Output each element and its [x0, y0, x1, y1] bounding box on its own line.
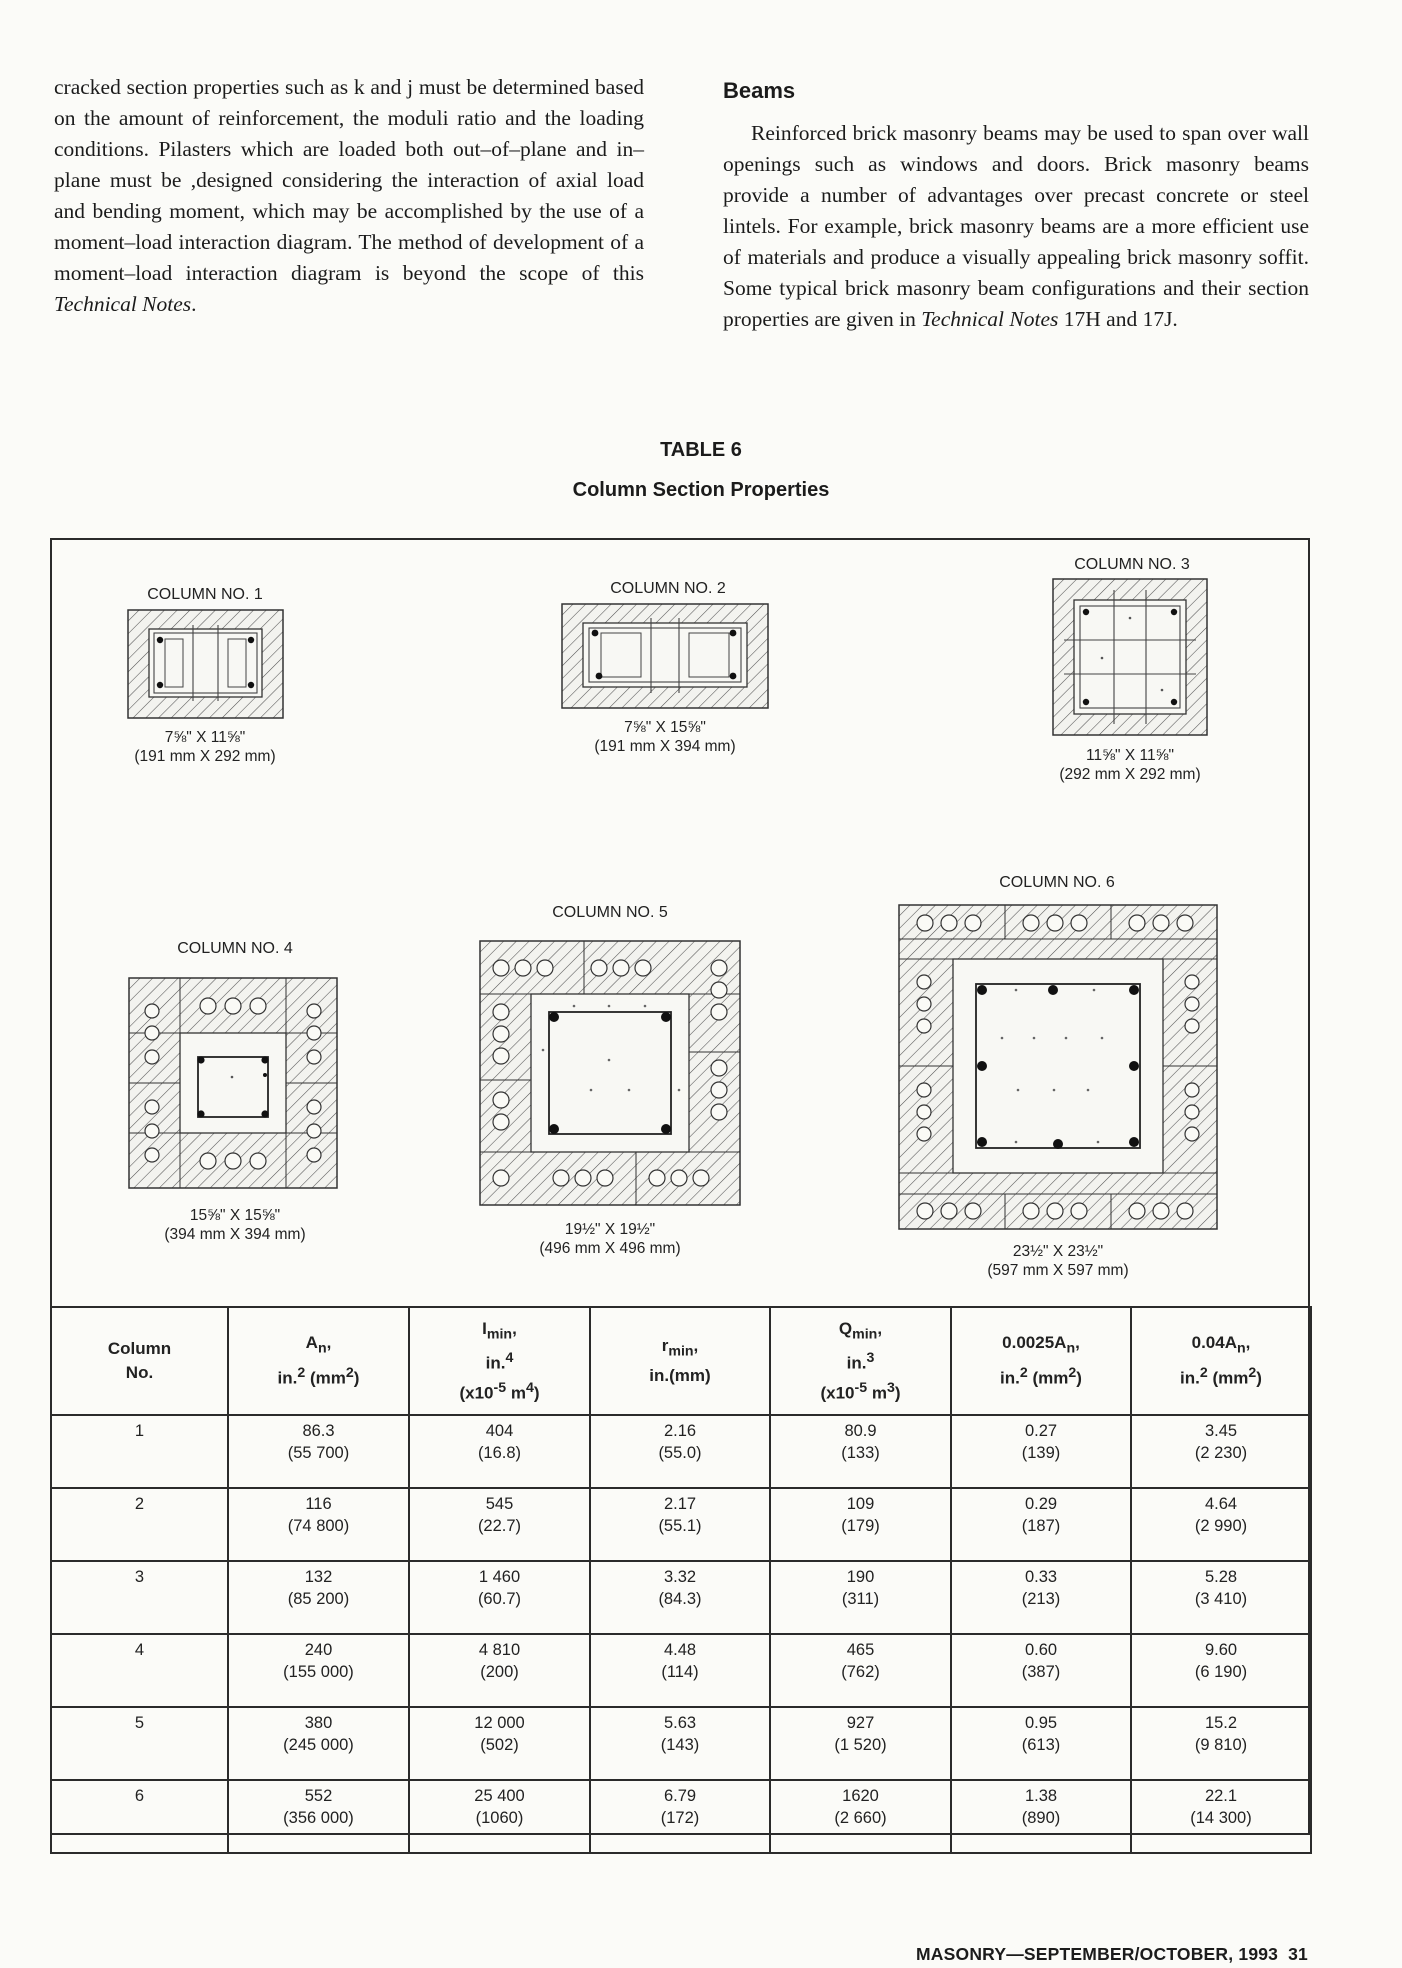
header-an-si-exp: 2	[345, 1364, 354, 1381]
cell-imin-si: (1060)	[475, 1809, 524, 1827]
header-column-no-line1: Column	[107, 1339, 172, 1358]
column-6-dimensions	[928, 1242, 1188, 1280]
header-qmin-symbol: Q	[838, 1318, 853, 1338]
cell-column-no: 6	[51, 1780, 228, 1853]
cell-004an-si: (14 300)	[1190, 1809, 1252, 1827]
column-4-section-drawing	[128, 977, 338, 1189]
cell-rmin-in: 3.32	[663, 1568, 697, 1586]
column-2-dim-mm: (191 mm X 394 mm)	[594, 738, 736, 755]
cell-an-si: (155 000)	[283, 1663, 354, 1681]
right-paragraph-text: Reinforced brick masonry beams may be used to span over wall openings such as windows and doors. Brick masonry beams provide a number of advantages over precast concrete or steel lintels. For example, brick masonry beams are a more efficient use of materials and produce a visually appealing brick masonry soffit. Some typical brick masonry beam configurations and their section properties are given in	[723, 121, 1309, 331]
header-qmin-si-exp: -5	[854, 1379, 868, 1396]
header-an-symbol: A	[305, 1333, 318, 1353]
cell-rmin-si: (172)	[660, 1809, 700, 1827]
cell-qmin	[770, 1488, 951, 1561]
column-2-section-drawing	[561, 603, 769, 709]
left-paragraph-italic: Technical Notes	[54, 292, 192, 316]
cell-qmin	[770, 1561, 951, 1634]
cell-an-in: 380	[304, 1714, 333, 1732]
table-row	[51, 1634, 1311, 1707]
column-1-dimensions	[75, 728, 335, 766]
cell-imin-in: 404	[485, 1422, 514, 1440]
table-number: TABLE 6	[660, 439, 742, 461]
right-paragraph-italic: Technical Notes	[921, 307, 1059, 331]
cell-an	[228, 1561, 409, 1634]
header-rmin-comma: ,	[693, 1336, 699, 1356]
header-004an	[1131, 1307, 1311, 1415]
cell-column-no: 2	[51, 1488, 228, 1561]
cell-004an-in: 3.45	[1204, 1422, 1238, 1440]
column-3-section-drawing	[1052, 578, 1208, 736]
cell-rmin-in: 4.48	[663, 1641, 697, 1659]
cell-qmin-in: 927	[846, 1714, 875, 1732]
cell-column-no: 3	[51, 1561, 228, 1634]
header-imin	[409, 1307, 590, 1415]
cell-0025an-si: (187)	[1021, 1517, 1061, 1535]
cell-0025an	[951, 1634, 1131, 1707]
cell-0025an	[951, 1707, 1131, 1780]
cell-an-si: (245 000)	[283, 1736, 354, 1754]
cell-an-in: 86.3	[302, 1422, 335, 1440]
column-3-dim-in: 11⅝" X 11⅝"	[1086, 747, 1174, 764]
header-column-no-line2: No.	[125, 1363, 154, 1382]
header-an-comma: ,	[326, 1333, 332, 1353]
header-qmin-comma: ,	[877, 1318, 883, 1338]
cell-an-in: 116	[305, 1495, 332, 1513]
cell-004an-si: (6 190)	[1194, 1663, 1248, 1681]
header-imin-symbol: I	[482, 1318, 487, 1338]
cell-an-si: (85 200)	[287, 1590, 350, 1608]
cell-qmin-in: 109	[846, 1495, 875, 1513]
cell-0025an-in: 0.95	[1024, 1714, 1058, 1732]
cell-004an	[1131, 1780, 1311, 1853]
cell-rmin	[590, 1488, 770, 1561]
table-row	[51, 1488, 1311, 1561]
cell-imin-in: 1 460	[478, 1568, 521, 1586]
header-imin-si: (x10	[459, 1383, 494, 1403]
cell-004an-in: 15.2	[1204, 1714, 1238, 1732]
cell-imin	[409, 1634, 590, 1707]
column-4-dim-in: 15⅝" X 15⅝"	[189, 1207, 281, 1224]
cell-imin-si: (16.8)	[477, 1444, 522, 1462]
cell-rmin-si: (143)	[660, 1736, 700, 1754]
table-row	[51, 1415, 1311, 1488]
cell-imin	[409, 1488, 590, 1561]
column-5-section-drawing	[479, 940, 741, 1206]
column-5-dimensions	[480, 1220, 740, 1258]
column-4-dim-mm: (394 mm X 394 mm)	[164, 1226, 306, 1243]
column-3-label: COLUMN NO. 3	[1074, 556, 1190, 573]
cell-an-si: (356 000)	[283, 1809, 354, 1827]
header-0025an-si: (mm	[1027, 1368, 1069, 1388]
cell-0025an	[951, 1488, 1131, 1561]
cell-0025an	[951, 1415, 1131, 1488]
cell-rmin-si: (55.1)	[658, 1517, 702, 1535]
page-number: 31	[1288, 1944, 1308, 1964]
left-paragraph	[54, 72, 644, 320]
header-004an-comma: ,	[1245, 1333, 1251, 1353]
cell-an-si: (55 700)	[287, 1444, 350, 1462]
cell-004an-si: (9 810)	[1194, 1736, 1248, 1754]
cell-004an-in: 4.64	[1204, 1495, 1238, 1513]
header-an-si: (mm	[305, 1368, 346, 1388]
cell-qmin-si: (1 520)	[834, 1736, 887, 1754]
column-2-label: COLUMN NO. 2	[610, 580, 726, 597]
cell-qmin-si: (179)	[841, 1517, 880, 1535]
cell-rmin-in: 2.17	[663, 1495, 697, 1513]
header-qmin-si: (x10	[820, 1383, 855, 1403]
cell-004an-si: (2 990)	[1194, 1517, 1248, 1535]
cell-0025an	[951, 1561, 1131, 1634]
left-paragraph-text: cracked section properties such as k and j must be determined based on the amount of reinforcement, the moduli ratio and the loading conditions. Pilasters which are loaded both out–of–plane and in–plane must be ,designed considering the interaction of axial load and bending moment, which may be accomplished by the use of a moment–load interaction diagram. The method of development of a moment–load interaction diagram is beyond the scope of this	[54, 75, 644, 285]
cell-0025an-si: (387)	[1021, 1663, 1061, 1681]
column-4-dimensions	[105, 1206, 365, 1244]
column-1-label: COLUMN NO. 1	[147, 586, 263, 603]
column-6-label: COLUMN NO. 6	[999, 874, 1115, 891]
cell-004an	[1131, 1561, 1311, 1634]
cell-an	[228, 1634, 409, 1707]
cell-0025an-in: 0.60	[1024, 1641, 1058, 1659]
cell-qmin-in: 465	[846, 1641, 875, 1659]
cell-004an-si: (3 410)	[1194, 1590, 1248, 1608]
cell-rmin	[590, 1707, 770, 1780]
header-qmin-unit: in.	[846, 1353, 867, 1373]
cell-imin-si: (200)	[480, 1663, 519, 1681]
header-004an-exp: 2	[1199, 1364, 1208, 1381]
cell-imin	[409, 1561, 590, 1634]
cell-rmin-si: (55.0)	[658, 1444, 702, 1462]
header-004an-close: )	[1256, 1368, 1262, 1388]
section-properties-table	[50, 1306, 1312, 1854]
table-row	[51, 1707, 1311, 1780]
header-qmin-si-m: m	[867, 1383, 887, 1403]
cell-0025an-in: 0.27	[1024, 1422, 1058, 1440]
cell-rmin-in: 2.16	[663, 1422, 697, 1440]
header-rmin-sub: min	[668, 1343, 694, 1360]
header-rmin	[590, 1307, 770, 1415]
cell-an	[228, 1780, 409, 1853]
header-imin-comma: ,	[512, 1318, 517, 1338]
cell-004an-in: 22.1	[1204, 1787, 1238, 1805]
cell-column-no: 1	[51, 1415, 228, 1488]
cell-imin-in: 4 810	[478, 1641, 521, 1659]
right-paragraph-end: 17H and 17J.	[1058, 307, 1178, 331]
cell-imin-in: 25 400	[474, 1787, 525, 1805]
column-5-dim-mm: (496 mm X 496 mm)	[539, 1240, 681, 1257]
cell-an-in: 132	[304, 1568, 333, 1586]
cell-qmin	[770, 1707, 951, 1780]
cell-qmin-si: (133)	[841, 1444, 880, 1462]
cell-qmin-in: 80.9	[844, 1422, 877, 1440]
cell-an-in: 552	[304, 1787, 333, 1805]
header-imin-unit: in.	[485, 1353, 506, 1373]
cell-imin-si: (60.7)	[477, 1590, 522, 1608]
header-an-sub: n	[317, 1340, 327, 1357]
table-header-row	[51, 1307, 1311, 1415]
cell-column-no: 5	[51, 1707, 228, 1780]
cell-rmin	[590, 1780, 770, 1853]
column-1-dim-mm: (191 mm X 292 mm)	[134, 748, 276, 765]
cell-rmin-si: (114)	[661, 1663, 699, 1681]
cell-0025an-si: (213)	[1021, 1590, 1061, 1608]
column-6-section-drawing	[898, 904, 1218, 1230]
column-6-dim-in: 23½" X 23½"	[1012, 1243, 1104, 1260]
header-004an-si-exp: 2	[1248, 1364, 1257, 1381]
cell-qmin	[770, 1634, 951, 1707]
cell-qmin-in: 190	[846, 1568, 875, 1586]
left-paragraph-end: .	[191, 292, 197, 316]
cell-0025an-si: (890)	[1021, 1809, 1061, 1827]
column-6-dim-mm: (597 mm X 597 mm)	[987, 1262, 1129, 1279]
cell-rmin	[590, 1415, 770, 1488]
cell-rmin	[590, 1634, 770, 1707]
header-imin-sub: min	[486, 1326, 513, 1343]
header-0025an-si-exp: 2	[1068, 1364, 1077, 1381]
cell-qmin-si: (762)	[841, 1663, 880, 1681]
cell-004an	[1131, 1415, 1311, 1488]
header-an-close: )	[353, 1368, 360, 1388]
header-rmin-unit: in.(mm)	[649, 1365, 711, 1385]
cell-004an	[1131, 1634, 1311, 1707]
cell-rmin-si: (84.3)	[658, 1590, 702, 1608]
cell-imin-si: (502)	[480, 1736, 519, 1754]
right-paragraph	[723, 118, 1309, 335]
column-3-dimensions	[1000, 746, 1260, 784]
cell-imin	[409, 1707, 590, 1780]
header-0025an	[951, 1307, 1131, 1415]
header-qmin	[770, 1307, 951, 1415]
cell-qmin	[770, 1780, 951, 1853]
cell-004an	[1131, 1488, 1311, 1561]
column-2-dimensions	[535, 718, 795, 756]
cell-0025an	[951, 1780, 1131, 1853]
cell-an	[228, 1488, 409, 1561]
header-column-no	[51, 1307, 228, 1415]
column-3-dim-mm: (292 mm X 292 mm)	[1059, 766, 1201, 783]
cell-qmin-si: (2 660)	[834, 1809, 887, 1827]
cell-imin	[409, 1415, 590, 1488]
cell-an	[228, 1415, 409, 1488]
header-imin-exp: 4	[505, 1350, 514, 1367]
header-004an-si: (mm	[1207, 1368, 1249, 1388]
header-004an-sub: n	[1236, 1340, 1246, 1357]
header-an	[228, 1307, 409, 1415]
cell-imin-in: 545	[485, 1495, 514, 1513]
header-qmin-sub: min	[852, 1326, 878, 1343]
cell-an-si: (74 800)	[287, 1517, 350, 1535]
cell-an-in: 240	[304, 1641, 333, 1659]
cell-0025an-in: 1.38	[1024, 1787, 1058, 1805]
column-1-section-drawing	[127, 609, 284, 719]
header-0025an-comma: ,	[1075, 1333, 1080, 1353]
page-footer	[916, 1944, 1308, 1965]
column-2-dim-in: 7⅝" X 15⅝"	[624, 719, 706, 736]
cell-0025an-si: (613)	[1021, 1736, 1061, 1754]
header-0025an-sub: n	[1066, 1340, 1076, 1357]
cell-imin-si: (22.7)	[477, 1517, 522, 1535]
column-1-dim-in: 7⅝" X 11⅝"	[164, 729, 246, 746]
cell-qmin-si: (311)	[841, 1590, 880, 1608]
cell-004an	[1131, 1707, 1311, 1780]
cell-imin	[409, 1780, 590, 1853]
cell-004an-in: 5.28	[1204, 1568, 1238, 1586]
cell-qmin	[770, 1415, 951, 1488]
header-0025an-symbol: 0.0025A	[1002, 1333, 1067, 1353]
header-imin-si-exp: -5	[493, 1379, 507, 1396]
table-row	[51, 1780, 1311, 1853]
header-an-unit: in.	[277, 1368, 298, 1388]
cell-0025an-in: 0.33	[1024, 1568, 1058, 1586]
table-caption: Column Section Properties	[572, 479, 830, 501]
header-004an-symbol: 0.04A	[1191, 1333, 1237, 1353]
column-5-label: COLUMN NO. 5	[552, 904, 668, 921]
beams-heading: Beams	[723, 78, 796, 103]
header-imin-si-m-exp: 4	[525, 1379, 534, 1396]
header-rmin-symbol: r	[661, 1336, 669, 1356]
cell-rmin-in: 5.63	[663, 1714, 697, 1732]
table-row	[51, 1561, 1311, 1634]
cell-004an-si: (2 230)	[1194, 1444, 1248, 1462]
header-004an-unit: in.	[1180, 1368, 1200, 1388]
cell-004an-in: 9.60	[1204, 1641, 1238, 1659]
cell-0025an-si: (139)	[1021, 1444, 1061, 1462]
cell-imin-in: 12 000	[474, 1714, 525, 1732]
header-0025an-close: )	[1076, 1368, 1082, 1388]
footer-journal: MASONRY—SEPTEMBER/OCTOBER, 1993	[916, 1944, 1279, 1964]
right-text-column	[723, 72, 1309, 335]
header-imin-si-m: m	[506, 1383, 526, 1403]
header-an-exp: 2	[297, 1364, 306, 1381]
header-qmin-close: )	[894, 1383, 901, 1403]
header-imin-close: )	[533, 1383, 540, 1403]
cell-qmin-in: 1620	[842, 1787, 879, 1805]
cell-0025an-in: 0.29	[1024, 1495, 1058, 1513]
header-qmin-exp: 3	[866, 1350, 875, 1367]
header-0025an-exp: 2	[1019, 1364, 1028, 1381]
column-5-dim-in: 19½" X 19½"	[564, 1221, 656, 1238]
cell-column-no: 4	[51, 1634, 228, 1707]
header-qmin-si-m-exp: 3	[886, 1379, 895, 1396]
header-0025an-unit: in.	[1000, 1368, 1020, 1388]
column-4-label: COLUMN NO. 4	[177, 940, 293, 957]
cell-rmin-in: 6.79	[663, 1787, 697, 1805]
cell-an	[228, 1707, 409, 1780]
cell-rmin	[590, 1561, 770, 1634]
left-text-column	[54, 72, 644, 320]
